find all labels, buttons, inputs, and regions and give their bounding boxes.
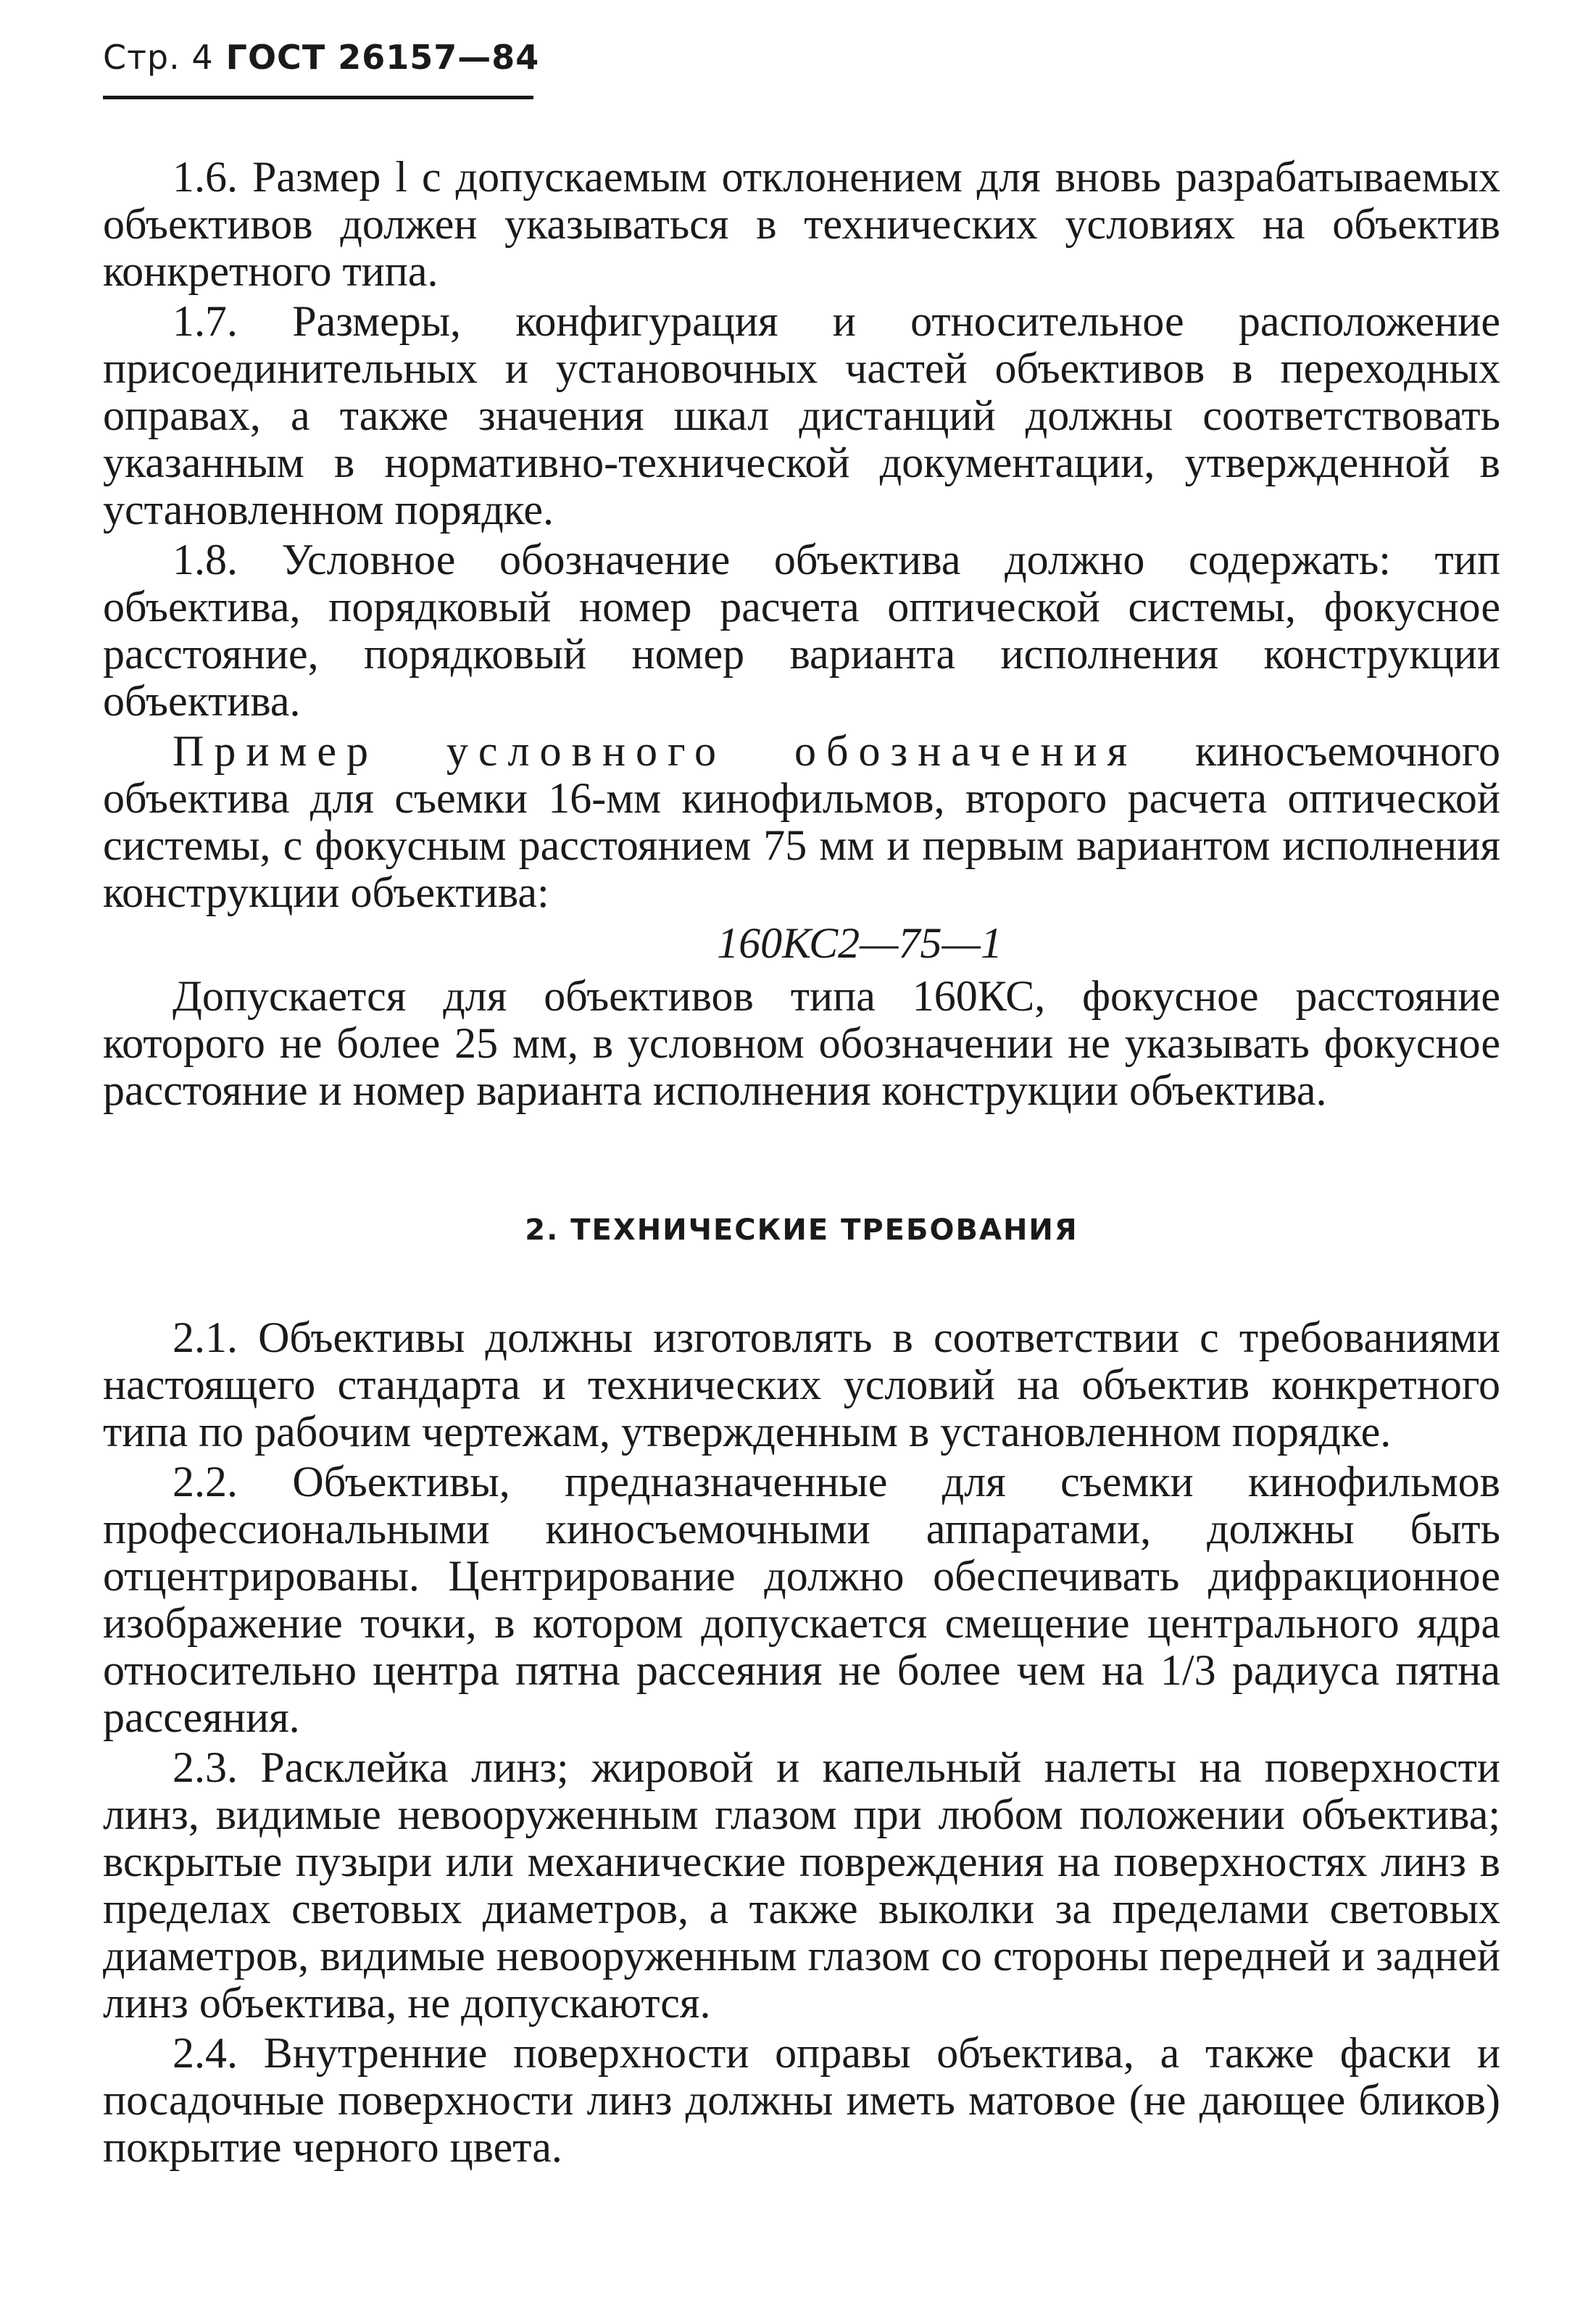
header-rule [103, 96, 533, 99]
clause-1-6: 1.6. Размер l с допускаемым отклонением для вновь разрабатываемых объективов должен указываться в технических условиях на объектив конкретного типа. [103, 153, 1500, 295]
example-text: киносъемочного объектива для съемки 16-мм кинофильмов, второго расчета оптической системы, с фокусным расстоянием 75 мм и первым вариантом исполнения конструкции объектива: [103, 727, 1500, 916]
designation-formula: 160КС2—75—1 [717, 919, 1002, 967]
example-lead: Пример условного обозначения [172, 727, 1138, 775]
clause-2-2: 2.2. Объективы, предназначенные для съемки кинофильмов профессиональными киносъемочными аппаратами, должны быть отцентрированы. Центрирование должно обеспечивать дифракционное изображение точки, в котором допускается смещение центрального ядра относительно центра пятна рассеяния не более чем на 1/3 радиуса пятна рассеяния. [103, 1458, 1500, 1741]
page-header [103, 38, 540, 77]
clause-1-7: 1.7. Размеры, конфигурация и относительное расположение присоединительных и установочных частей объективов в переходных оправах, а также значения шкал дистанций должны соответствовать указанным в нормативно-технической документации, утвержденной в установленном порядке. [103, 297, 1500, 534]
standard-designation: ГОСТ 26157—84 [225, 38, 540, 77]
clause-2-3: 2.3. Расклейка линз; жировой и капельный налеты на поверхности линз, видимые невооруженным глазом при любом положении объектива; вскрытые пузыри или механические повреждения на поверхностях линз в пределах световых диаметров, а также выколки за пределами световых диаметров, видимые невооруженным глазом со стороны передней и задней линз объектива, не допускаются. [103, 1743, 1500, 2027]
designation-note: Допускается для объективов типа 160КС, фокусное расстояние которого не более 25 мм, в условном обозначении не указывать фокусное расстояние и номер варианта исполнения конструкции объектива. [103, 972, 1500, 1114]
document-body [103, 154, 1500, 2174]
page-number: Стр. 4 [103, 38, 214, 77]
designation-example [103, 728, 1500, 916]
clause-2-1: 2.1. Объективы должны изготовлять в соответствии с требованиями настоящего стандарта и технических условий на объектив конкретного типа по рабочим чертежам, утвержденным в установленном порядке. [103, 1314, 1500, 1456]
clause-2-4: 2.4. Внутренние поверхности оправы объектива, а также фаски и посадочные поверхности линз должны иметь матовое (не дающее бликов) покрытие черного цвета. [103, 2029, 1500, 2171]
section-2-title: 2. ТЕХНИЧЕСКИЕ ТРЕБОВАНИЯ [525, 1213, 1078, 1247]
running-head [103, 38, 540, 77]
clause-1-8: 1.8. Условное обозначение объектива должно содержать: тип объектива, порядковый номер расчета оптической системы, фокусное расстояние, порядковый номер варианта исполнения конструкции объектива. [103, 536, 1500, 725]
